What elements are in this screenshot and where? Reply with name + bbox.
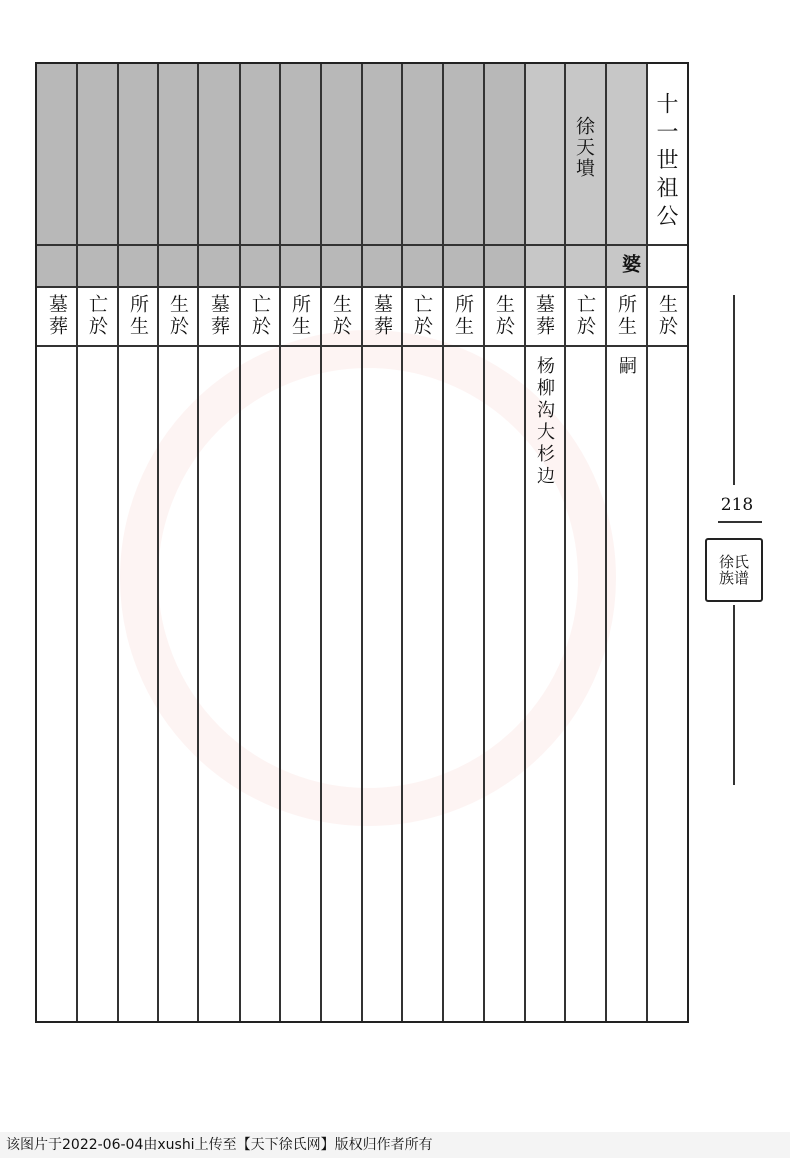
col-line — [401, 64, 403, 1021]
label-born: 生於 — [656, 294, 678, 338]
col-line — [564, 64, 566, 1021]
label-born: 生於 — [167, 294, 189, 338]
col-line — [157, 64, 159, 1021]
burial-value: 杨柳沟大杉边 — [534, 356, 555, 488]
col-line — [483, 64, 485, 1021]
label-born: 生於 — [330, 294, 352, 338]
label-birthplace: 所生 — [615, 294, 637, 338]
genealogy-table — [35, 62, 689, 1023]
shaded-header-left — [37, 64, 525, 288]
wife-label: 婆 — [619, 254, 641, 275]
col-line — [442, 64, 444, 1021]
margin-rule-under-number — [718, 521, 762, 523]
label-birthplace: 所生 — [452, 294, 474, 338]
book-title-seal — [705, 538, 763, 602]
col-line — [197, 64, 199, 1021]
label-birthplace: 所生 — [289, 294, 311, 338]
col-line — [361, 64, 363, 1021]
book-title-line2: 族谱 — [718, 569, 749, 587]
col-line — [605, 64, 607, 1021]
label-burial: 墓葬 — [371, 294, 393, 338]
label-died: 亡於 — [411, 294, 433, 338]
book-title-line1: 徐氏 — [718, 552, 749, 571]
birthplace-value: 嗣 — [616, 356, 637, 376]
generation-title: 十一世祖公 — [653, 92, 678, 232]
label-burial: 墓葬 — [208, 294, 230, 338]
col-line — [320, 64, 322, 1021]
col-line — [76, 64, 78, 1021]
col-line — [279, 64, 281, 1021]
label-died: 亡於 — [86, 294, 108, 338]
label-died: 亡於 — [249, 294, 271, 338]
col-line — [524, 64, 526, 1021]
margin-rule-bottom — [733, 605, 735, 785]
col-line — [239, 64, 241, 1021]
person-name: 徐天墤 — [573, 116, 595, 179]
page-number: 218 — [720, 495, 754, 515]
margin-rule-top — [733, 295, 735, 485]
label-born: 生於 — [493, 294, 515, 338]
label-died: 亡於 — [574, 294, 596, 338]
label-burial: 墓葬 — [46, 294, 68, 338]
label-birthplace: 所生 — [127, 294, 149, 338]
col-line — [117, 64, 119, 1021]
col-line — [646, 64, 648, 1021]
label-burial: 墓葬 — [533, 294, 555, 338]
footer-notice: 该图片于2022-06-04由xushi上传至【天下徐氏网】版权归作者所有 — [0, 1132, 790, 1158]
